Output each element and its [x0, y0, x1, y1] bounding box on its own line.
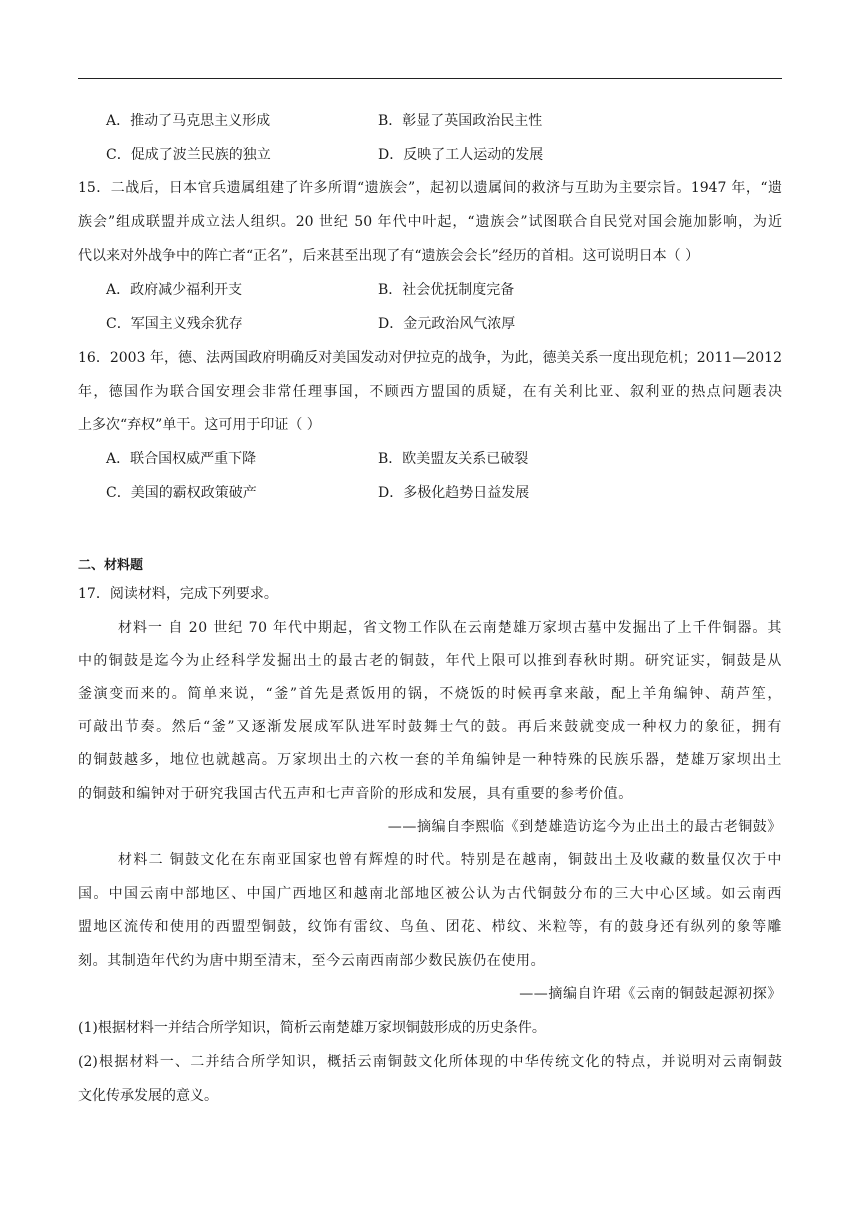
material-1-line: 釜演变而来的。简单来说，“釜”首先是煮饭用的锅，不烧饭的时候再拿来敲，配上羊角编钟、葫芦笙， — [78, 686, 782, 702]
material-1-source: ——摘编自李熙临《到楚雄造访迄今为止出土的最古老铜鼓》 — [387, 819, 782, 835]
q15-option-a[interactable]: A．政府减少福利开支 — [106, 282, 243, 298]
q15-option-c[interactable]: C．军国主义残余犹存 — [106, 316, 243, 332]
q15-stem-line: 代以来对外战争中的阵亡者“正名”，后来甚至出现了有“遗族会会长”经历的首相。这可说明日本（ ） — [78, 248, 700, 264]
material-1-line: 的铜鼓越多，地位也就越高。万家坝出土的六枚一套的羊角编钟是一种特殊的民族乐器，楚雄万家坝出土 — [78, 752, 782, 768]
q16-option-d[interactable]: D．多极化趋势日益发展 — [378, 485, 530, 501]
q17-requirement-2-line: (2)根据材料一、二并结合所学知识，概括云南铜鼓文化所体现的中华传统文化的特点，并说明对云南铜鼓 — [78, 1054, 782, 1070]
q16-stem-line: 16．2003 年，德、法两国政府明确反对美国发动对伊拉克的战争，为此，德美关系一度出现危机；2011—2012 — [78, 350, 782, 366]
material-2-line: 材料二 铜鼓文化在东南亚国家也曾有辉煌的时代。特别是在越南，铜鼓出土及收藏的数量仅次于中 — [118, 852, 782, 868]
material-1-line: 中的铜鼓是迄今为止经科学发掘出土的最古老的铜鼓，年代上限可以推到春秋时期。研究证实，铜鼓是从 — [78, 653, 782, 669]
material-2-line: 国。中国云南中部地区、中国广西地区和越南北部地区被公认为古代铜鼓分布的三大中心区域。如云南西 — [78, 886, 782, 902]
q17-requirement-2-line: 文化传承发展的意义。 — [78, 1088, 218, 1104]
q15-stem-line: 族会”组成联盟并成立法人组织。20 世纪 50 年代中叶起，“遗族会”试图联合自民党对国会施加影响，为近 — [78, 214, 782, 230]
section-heading: 二、材料题 — [78, 558, 144, 573]
q16-stem-line: 上多次“弃权”单干。这可用于印证（ ） — [78, 417, 321, 433]
q17-requirement-1: (1)根据材料一并结合所学知识，简析云南楚雄万家坝铜鼓形成的历史条件。 — [78, 1020, 546, 1036]
material-1-line: 材料一 自 20 世纪 70 年代中期起，省文物工作队在云南楚雄万家坝古墓中发掘出了上千件铜器。其 — [118, 620, 782, 636]
q16-stem-line: 年，德国作为联合国安理会非常任理事国，不顾西方盟国的质疑，在有关利比亚、叙利亚的热点问题表决 — [78, 384, 782, 400]
material-2-line: 刻。其制造年代约为唐中期至清末，至今云南西南部少数民族仍在使用。 — [78, 953, 546, 969]
material-1-line: 可敲出节奏。然后“釜”又逐渐发展成军队进军时鼓舞士气的鼓。再后来鼓就变成一种权力的象征，拥有 — [78, 719, 782, 735]
q14-option-b[interactable]: B．彰显了英国政治民主性 — [378, 113, 543, 129]
material-2-line: 盟地区流传和使用的西盟型铜鼓，纹饰有雷纹、鸟鱼、团花、栉纹、米粒等，有的鼓身还有纵列的象等雕 — [78, 919, 782, 935]
q16-option-c[interactable]: C．美国的霸权政策破产 — [106, 485, 257, 501]
q16-option-a[interactable]: A．联合国权威严重下降 — [106, 451, 257, 467]
header-rule — [78, 78, 782, 79]
material-2-source: ——摘编自许珺《云南的铜鼓起源初探》 — [519, 986, 782, 1002]
q14-option-d[interactable]: D．反映了工人运动的发展 — [378, 147, 544, 163]
q15-option-b[interactable]: B．社会优抚制度完备 — [378, 282, 515, 298]
q17-intro: 17．阅读材料，完成下列要求。 — [78, 586, 278, 602]
q16-option-b[interactable]: B．欧美盟友关系已破裂 — [378, 451, 529, 467]
q14-option-c[interactable]: C．促成了波兰民族的独立 — [106, 147, 271, 163]
q15-stem-line: 15．二战后，日本官兵遗属组建了许多所谓“遗族会”，起初以遗属间的救济与互助为主要宗旨。1947 年，“遗 — [78, 180, 782, 196]
material-1-line: 的铜鼓和编钟对于研究我国古代五声和七声音阶的形成和发展，具有重要的参考价值。 — [78, 786, 633, 802]
q14-option-a[interactable]: A．推动了马克思主义形成 — [106, 113, 271, 129]
q15-option-d[interactable]: D．金元政治风气浓厚 — [378, 316, 516, 332]
